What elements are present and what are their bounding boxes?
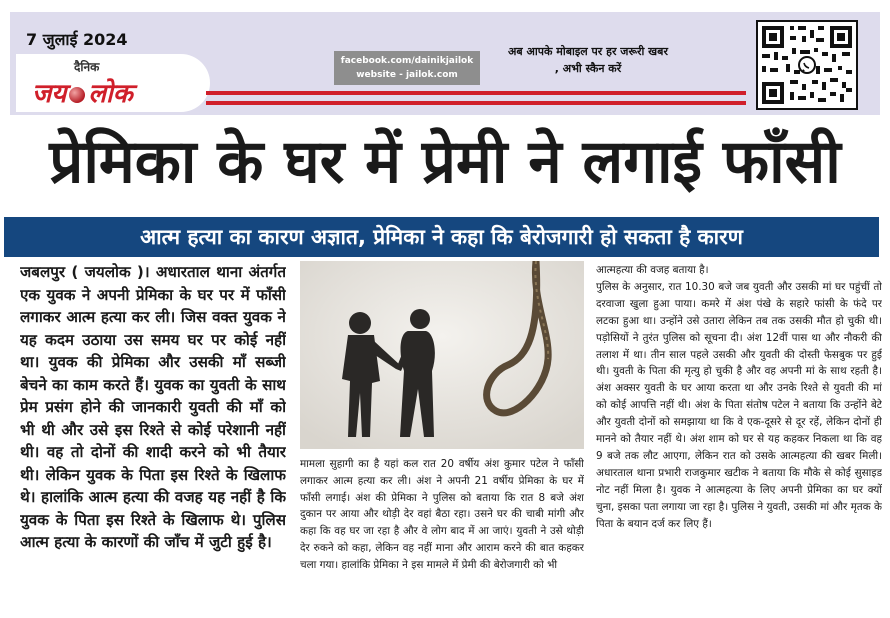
headline: प्रेमिका के घर में प्रेमी ने लगाई फाँसी (49, 127, 841, 197)
masthead (10, 12, 880, 115)
red-stripe (206, 91, 746, 95)
social-links-box (334, 51, 480, 85)
logo-subtitle: दैनिक (74, 60, 100, 74)
article-column-2 (300, 456, 584, 614)
facebook-link[interactable]: facebook.com/dainikjailok (340, 56, 474, 66)
globe-icon (69, 87, 85, 103)
promo-line-2: , अभी स्कैन करें (554, 62, 622, 75)
noose-silhouette-illustration (300, 261, 584, 449)
logo-word-right: लोक (88, 79, 133, 109)
right-paragraph-1: आत्महत्या की वजह बताया है। (596, 264, 709, 276)
issue-date: 7 जुलाई 2024 (26, 30, 128, 49)
red-stripe (206, 101, 746, 105)
promo-line-1: अब आपके मोबाइल पर हर जरूरी खबर (508, 45, 668, 58)
logo-word-left: जय (32, 79, 67, 109)
qr-code-icon[interactable] (756, 20, 858, 110)
article-column-1 (20, 261, 286, 611)
noose-couple-image (300, 261, 584, 449)
scan-promo (500, 43, 676, 77)
article-column-3 (596, 262, 882, 614)
right-paragraph-2: पुलिस के अनुसार, रात 10.30 बजे जब युवती और उसकी मां घर पहुंचीं तो दरवाजा खुला हुआ पाया। कमरे में अंश पंखे के सहारे फांसी के फंदे पर लटका हुआ था। उन्होंने उसे उतारा लेकिन तब तक उसकी मौत हो चुकी थी। पड़ोसियों ने तुरंत पुलिस को सूचना दी। अंश 12वीं पास था और नौकरी की तलाश में था। तीन साल पहले उसकी और युवती की दोस्ती फेसबुक पर हुई थी। युवती के पिता की मृत्यु हो चुकी है और वह अपनी मां के साथ रहती है। अंश अक्सर युवती के घर आया करता था और उनके रिश्ते से युवती की मां को कोई आपत्ति नहीं थी। अंश के पिता संतोष पटेल ने बताया कि उन्होंने बेटे और युवती दोनों को समझाया था कि वे एक-दूसरे से दूर रहें, लेकिन दोनों ही मानने को तैयार नहीं थे। अंश शाम को घर से यह कहकर निकला था कि वह 9 बजे तक लौट आएगा, लेकिन रात को उसके आत्महत्या की खबर मिली। अधारताल थाना प्रभारी राजकुमार खटीक ने बताया कि मौके से कोई सुसाइड नोट नहीं मिला है। युवक ने आत्महत्या के लिए अपनी प्रेमिका का घर क्यों चुना, इसका पता लगाया जा रहा है। पुलिस ने युवती, उसकी मां और मृतक के पिता के बयान दर्ज कर लिए हैं। (596, 280, 882, 530)
middle-paragraph: मामला सुहागी का है यहां कल रात 20 वर्षीय अंश कुमार पटेल ने फाँसी लगाकर आत्म हत्या कर ली। अंश ने अपनी 21 वर्षीय प्रेमिका के घर में फाँसी लगाई। अंश की प्रेमिका ने पुलिस को बताया कि रात 8 बजे अंश दुकान पर आया और थोड़ी देर वहां बैठा रहा। उसने घर की चाबी मांगी और कहा कि वह घर जा रहा है और वे लोग बाद में आ जाएं। युवती ने उसे थोड़ी देर रुकने को कहा, लेकिन वह नहीं माना और आराम करने की बात कहकर चला गया। हालांकि प्रेमिका ने इस मामले में प्रेमी की बेरोजगारी को भी (300, 458, 584, 571)
website-link[interactable]: website - jailok.com (356, 70, 458, 80)
subheadline: आत्म हत्या का कारण अज्ञात, प्रेमिका ने कहा कि बेरोजगारी हो सकता है कारण (140, 225, 743, 249)
lead-paragraph: जबलपुर ( जयलोक )। अधारताल थाना अंतर्गत एक युवक ने अपनी प्रेमिका के घर पर में फाँसी लगाकर आत्म हत्या कर ली। जिस वक्त युवक ने यह कदम उठाया उस समय घर पर कोई नहीं था। युवक की प्रेमिका और उसकी माँ सब्जी बेचने का काम करते हैं। युवक का युवती के साथ प्रेम प्रसंग होने की जानकारी युवती की माँ को भी थी और उसे इस रिश्ते से कोई परेशानी नहीं थी। वह तो दोनों की शादी करने को भी तैयार थी। लेकिन युवक के पिता इस रिश्ते के खिलाफ थे। हालांकि आत्म हत्या की वजह यह नहीं है कि युवक के पिता इस रिश्ते के खिलाफ थे। पुलिस आत्म हत्या के कारणों की जाँच में जुटी हुई है। (20, 263, 286, 551)
logo-wordmark (32, 74, 133, 110)
logo (16, 54, 210, 112)
subheadline-bar (4, 217, 879, 257)
qr-code-graphic (758, 22, 856, 108)
